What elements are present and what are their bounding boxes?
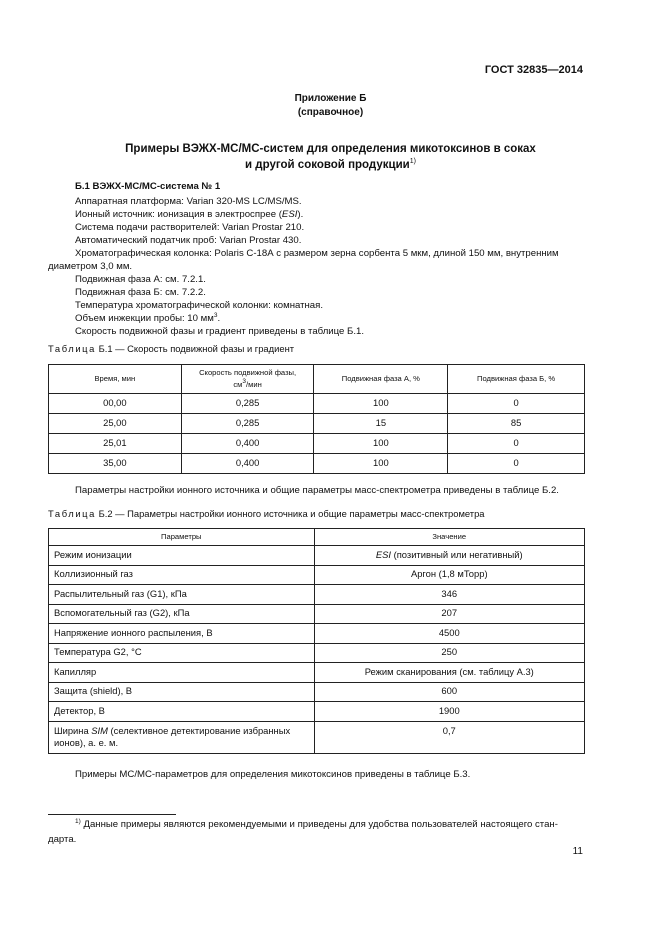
param-cell: Режим ионизации — [49, 546, 315, 566]
value-cell: Аргон (1,8 мТорр) — [314, 565, 584, 585]
param-cell: Температура G2, °C — [49, 643, 315, 663]
param-cell: Детектор, В — [49, 702, 315, 722]
spec-mobile-b: Подвижная фаза Б: см. 7.2.2. — [75, 286, 206, 298]
param-cell: Распылительный газ (G1), кПа — [49, 585, 315, 605]
table-cell: 0,285 — [181, 414, 314, 434]
table-cell: 0 — [448, 454, 585, 474]
table-row — [49, 604, 585, 624]
value-cell: 4500 — [314, 624, 584, 644]
table-cell: 00,00 — [49, 394, 182, 414]
spec-autosampler: Автоматический податчик проб: Varian Prostar 430. — [75, 234, 302, 246]
header-value: Значение — [314, 529, 584, 546]
table2-caption: Таблица Б.2 — Параметры настройки ионного источника и общие параметры масс-спектрометра — [48, 508, 485, 519]
table-row — [49, 682, 585, 702]
page-number: 11 — [572, 846, 583, 857]
value-cell: 207 — [314, 604, 584, 624]
table-cell: 35,00 — [49, 454, 182, 474]
table-row — [49, 721, 585, 753]
spec-solvent-system: Система подачи растворителей: Varian Prostar 210. — [75, 221, 305, 233]
table-cell: 100 — [314, 454, 448, 474]
paragraph-table2-ref: Параметры настройки ионного источника и общие параметры масс-спектрометра приведены в таблице Б.2. — [75, 485, 559, 496]
ion-source-table — [48, 528, 585, 754]
table-cell: 100 — [314, 434, 448, 454]
table-row — [49, 643, 585, 663]
page-title — [0, 142, 661, 173]
section-heading: Б.1 ВЭЖХ-МС/МС-система № 1 — [75, 181, 221, 192]
table-cell: 0,400 — [181, 434, 314, 454]
table-row — [49, 565, 585, 585]
appendix-heading — [0, 92, 661, 119]
table-cell: 100 — [314, 394, 448, 414]
spec-column-cont: диаметром 3,0 мм. — [48, 260, 133, 272]
value-cell: Режим сканирования (см. таблицу А.3) — [314, 663, 584, 683]
table-row — [49, 585, 585, 605]
footnote — [48, 817, 588, 848]
table-header-row — [49, 365, 585, 394]
table1-caption: Таблица Б.1 — Скорость подвижной фазы и градиент — [48, 343, 295, 354]
spec-platform: Аппаратная платформа: Varian 320-MS LC/MS/MS. — [75, 196, 302, 207]
standard-number: ГОСТ 32835—2014 — [484, 64, 583, 76]
appendix-title: Приложение Б — [294, 93, 367, 104]
spec-column-temp: Температура хроматографической колонки: комнатная. — [75, 299, 324, 311]
table-row — [49, 624, 585, 644]
title-line-1: Примеры ВЭЖХ-МС/МС-систем для определения микотоксинов в соках — [125, 143, 536, 155]
value-cell: 600 — [314, 682, 584, 702]
table-cell: 85 — [448, 414, 585, 434]
table-cell: 15 — [314, 414, 448, 434]
spec-column: Хроматографическая колонка: Polaris С-18А с размером зерна сорбента 5 мкм, длиной 150 мм, внутренним — [75, 247, 559, 259]
param-cell: Ширина SIM (селективное детектирование избранных ионов), а. е. м. — [49, 721, 315, 753]
header-speed: Скорость подвижной фазы, $см^3$/мин — [181, 365, 314, 394]
table-cell: 25,01 — [49, 434, 182, 454]
param-cell: Напряжение ионного распыления, В — [49, 624, 315, 644]
header-phase-b: Подвижная фаза Б, % — [448, 365, 585, 394]
appendix-kind: (справочное) — [297, 106, 364, 118]
table-cell: 0 — [448, 394, 585, 414]
table-cell: 0,400 — [181, 454, 314, 474]
table-row — [49, 414, 585, 434]
footnote-line-2: дарта. — [48, 833, 77, 845]
table-cell: 0 — [448, 434, 585, 454]
param-cell: Капилляр — [49, 663, 315, 683]
table-row — [49, 394, 585, 414]
header-param: Параметры — [49, 529, 315, 546]
spec-mobile-a: Подвижная фаза А: см. 7.2.1. — [75, 273, 206, 285]
param-cell: Защита (shield), В — [49, 682, 315, 702]
header-phase-a: Подвижная фаза А, % — [314, 365, 448, 394]
spec-injection: Объем инжекции пробы: 10 $мм^3$. — [75, 312, 221, 325]
title-line-2: и другой соковой продукции$^{1)}$ — [245, 157, 416, 171]
spec-ion-source: Ионный источник: ионизация в электроспрее (ESI). — [75, 208, 304, 220]
table-row — [49, 434, 585, 454]
param-cell: Вспомогательный газ (G2), кПа — [49, 604, 315, 624]
table-row — [49, 663, 585, 683]
value-cell: 346 — [314, 585, 584, 605]
title-footnote-mark: 1) — [409, 157, 416, 165]
footnote-divider — [48, 814, 176, 815]
table-header-row — [49, 529, 585, 546]
spec-speed-ref: Скорость подвижной фазы и градиент приведены в таблице Б.1. — [75, 326, 365, 338]
table-row — [49, 454, 585, 474]
value-cell: 1900 — [314, 702, 584, 722]
value-cell: 250 — [314, 643, 584, 663]
table-cell: 0,285 — [181, 394, 314, 414]
param-cell: Коллизионный газ — [49, 565, 315, 585]
value-cell: 0,7 — [314, 721, 584, 753]
paragraph-table3-ref: Примеры МС/МС-параметров для определения микотоксинов приведены в таблице Б.3. — [75, 769, 471, 780]
table-row — [49, 546, 585, 566]
table-cell: 25,00 — [49, 414, 182, 434]
footnote-line-1: $^{1)}$ Данные примеры являются рекомендуемыми и приведены для удобства пользователей настоящего стан- — [75, 818, 558, 830]
system-specs — [48, 196, 586, 339]
header-time: Время, мин — [49, 365, 182, 394]
table-row — [49, 702, 585, 722]
value-cell: ESI (позитивный или негативный) — [314, 546, 584, 566]
gradient-table — [48, 364, 585, 474]
